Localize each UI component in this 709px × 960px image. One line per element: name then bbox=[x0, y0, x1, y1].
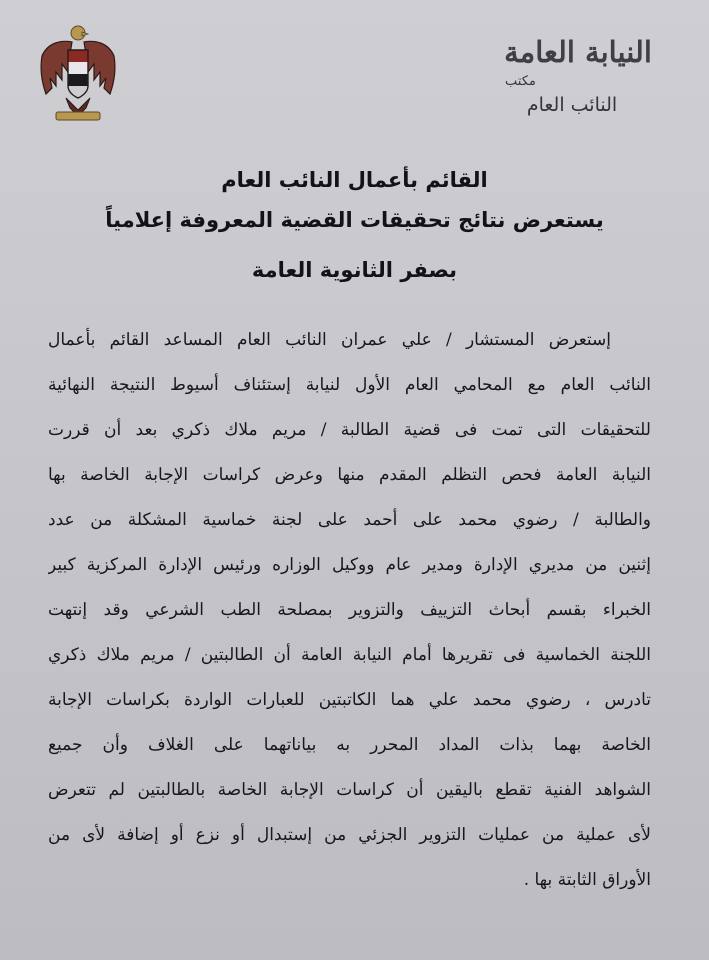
emblem-scroll bbox=[56, 112, 100, 120]
office-letterhead bbox=[483, 32, 673, 118]
body-line: الشواهد الفنية تقطع باليقين أن كراسات الإجابة الخاصة بالطالبتين لم تتعرض bbox=[48, 780, 651, 800]
body-line: لأى عملية من عمليات التزوير الجزئي من إستبدال أو نزع أو إضافة لأى من bbox=[48, 825, 651, 845]
body-line: إستعرض المستشار / علي عمران النائب العام المساعد القائم بأعمال bbox=[48, 330, 611, 350]
eagle-emblem-icon bbox=[38, 20, 118, 125]
office-label: مكتب bbox=[505, 74, 536, 89]
body-line: للتحقيقات التى تمت فى قضية الطالبة / مريم ملاك ذكري بعد أن قررت bbox=[48, 420, 651, 440]
body-line: والطالبة / رضوي محمد على أحمد على لجنة خماسية المشكلة من عدد bbox=[48, 510, 651, 530]
body-line: الأوراق الثابتة بها . bbox=[523, 870, 651, 890]
statement-body bbox=[48, 318, 651, 903]
eagle-head bbox=[71, 26, 88, 40]
headline-line-2: يستعرض نتائج تحقيقات القضية المعروفة إعلامياً bbox=[105, 208, 604, 232]
body-line: النيابة العامة فحص التظلم المقدم منها وعرض كراسات الإجابة الخاصة بها bbox=[48, 465, 651, 485]
body-line: النائب العام مع المحامي العام الأول لنيابة إستئناف أسيوط النتيجة النهائية bbox=[48, 375, 651, 395]
headline-line-3: بصفر الثانوية العامة bbox=[251, 258, 458, 282]
body-line: الخاصة بهما بذات المداد المحرر به بياناتهما على الغلاف وأن جميع bbox=[48, 735, 651, 755]
organization-name: النيابة العامة bbox=[504, 35, 652, 69]
headline-line-1: القائم بأعمال النائب العام bbox=[221, 168, 488, 192]
body-line: تادرس ، رضوي محمد علي هما الكاتبتين للعبارات الواردة بكراسات الإجابة bbox=[48, 690, 651, 710]
body-line: الخبراء بقسم أبحاث التزييف والتزوير بمصلحة الطب الشرعي وقد إنتهت bbox=[48, 600, 651, 620]
body-line: إثنين من مديري الإدارة ومدير عام ووكيل الوزاره ورئيس الإدارة المركزية كبير bbox=[48, 555, 651, 575]
shield bbox=[68, 50, 88, 98]
body-line: اللجنة الخماسية فى تقريرها أمام النيابة العامة أن الطالبتين / مريم ملاك ذكري bbox=[48, 645, 651, 665]
office-name: النائب العام bbox=[526, 94, 618, 116]
